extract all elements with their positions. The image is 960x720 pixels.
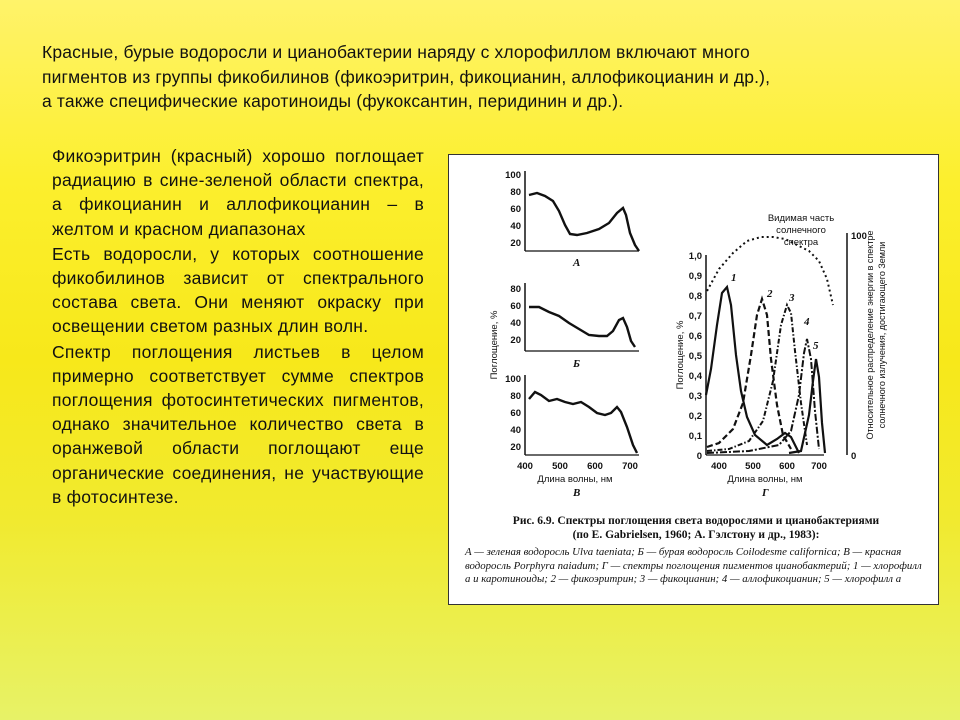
sun-label-1: Видимая часть <box>767 213 835 224</box>
sun-label-2: солнечного <box>776 225 826 236</box>
intro-line-2: пигментов из группы фикобилинов (фикоэритрин, фикоцианин, аллофикоцианин и др.), <box>42 66 771 87</box>
svg-text:0,2: 0,2 <box>688 411 702 422</box>
tick-a-20: 20 <box>510 238 521 249</box>
tick-v-40: 40 <box>510 425 521 436</box>
panel-b <box>510 283 639 370</box>
curve-label-4: 4 <box>804 316 810 328</box>
right-xlabel: Длина волны, нм <box>727 474 803 485</box>
svg-text:0,3: 0,3 <box>688 391 702 402</box>
tick-b-60: 60 <box>510 301 521 312</box>
figure-absorption-spectra <box>448 154 939 605</box>
tick-b-20: 20 <box>510 335 521 346</box>
svg-text:0,7: 0,7 <box>688 311 702 322</box>
right-y2label-2: солнечного излучения, достигающего Земли <box>877 241 887 429</box>
right-ylabel: Поглощение, % <box>675 320 686 390</box>
tick-x-600: 600 <box>587 461 603 472</box>
paragraph-chromatic-adaptation: Есть водоросли, у которых соотношение фикобилинов зависит от спектрального состава света. Они меняют окраску при освещении светом разных длин волн. <box>52 243 424 337</box>
svg-text:500: 500 <box>745 461 761 472</box>
tick-x-400: 400 <box>517 461 533 472</box>
tick-a-80: 80 <box>510 187 521 198</box>
curve-label-5: 5 <box>813 340 819 352</box>
svg-text:1,0: 1,0 <box>688 251 702 262</box>
svg-text:0,1: 0,1 <box>688 431 702 442</box>
svg-text:0: 0 <box>696 451 702 462</box>
intro-text <box>42 40 922 114</box>
tick-v-20: 20 <box>510 442 521 453</box>
intro-line-1: Красные, бурые водоросли и цианобактерии наряду с хлорофиллом включают много <box>42 42 750 62</box>
curve-2-phycoerythrin <box>707 299 791 449</box>
caption-subtitle: (по E. Gabrielsen, 1960; А. Гэлстону и др., 1983): <box>572 528 820 541</box>
panel-g <box>675 213 887 499</box>
tick-x-700: 700 <box>622 461 638 472</box>
sun-label-3: спектра <box>783 237 819 248</box>
tick-b-80: 80 <box>510 284 521 295</box>
panel-v <box>505 374 639 499</box>
panel-label-a: А <box>573 257 581 269</box>
paragraph-phycoerythrin: Фикоэритрин (красный) хорошо поглощает радиацию в сине-зеленой области спектра, а фикоцианин и аллофикоцианин – в желтом и красном диапазонах <box>52 146 424 239</box>
svg-text:600: 600 <box>779 461 795 472</box>
panel-a <box>505 170 639 269</box>
paragraph-leaf-absorption: Спектр поглощения листьев в целом примерно соответствует сумме спектров поглощения фотосинтетических пигментов, однако значительное количество света в оранжевой области поглощают еще органические соединения, не участвующие в фотосинтезе. <box>52 341 424 507</box>
curve-coilodesme <box>529 307 635 347</box>
curve-ulva <box>529 193 639 251</box>
caption-legend: А — зеленая водоросль Ulva taeniata; Б — бурая водоросль Coilodesme californica; В — красная водоросль Porphyra naiadum; Г — спектры поглощения пигментов цианобактерий; 1 — хлорофилл а и каротиноиды; 2 — фикоэритрин; 3 — фикоцианин; 4 — аллофикоцианин; 5 — хлорофилл а <box>465 546 922 586</box>
tick-x-500: 500 <box>552 461 568 472</box>
svg-text:0,4: 0,4 <box>688 371 702 382</box>
caption-title: Рис. 6.9. Спектры поглощения света водорослями и цианобактериями <box>512 515 880 527</box>
svg-text:700: 700 <box>811 461 827 472</box>
curve-label-2: 2 <box>767 288 773 300</box>
body-text <box>52 144 424 510</box>
panel-label-b: Б <box>573 358 580 370</box>
left-xlabel: Длина волны, нм <box>537 474 613 485</box>
tick-g-y2-0: 0 <box>851 451 857 462</box>
curve-label-3: 3 <box>789 292 795 304</box>
intro-line-3: а также специфические каротиноиды (фукоксантин, перидинин и др.). <box>42 91 624 111</box>
spectra-chart <box>449 155 938 515</box>
svg-text:0,8: 0,8 <box>688 291 702 302</box>
tick-b-40: 40 <box>510 318 521 329</box>
tick-a-40: 40 <box>510 221 521 232</box>
tick-a-100: 100 <box>505 170 521 181</box>
curve-4-allophycocyanin <box>707 339 819 453</box>
tick-v-60: 60 <box>510 408 521 419</box>
tick-g-y2-100: 100 <box>851 231 867 242</box>
svg-text:0,6: 0,6 <box>688 331 702 342</box>
svg-text:400: 400 <box>711 461 727 472</box>
figure-caption <box>465 515 927 587</box>
tick-a-60: 60 <box>510 204 521 215</box>
right-y2label-1: Относительное распределение энергии в спектре <box>865 230 875 440</box>
panel-label-g: Г <box>762 487 769 499</box>
tick-v-80: 80 <box>510 391 521 402</box>
tick-v-100: 100 <box>505 374 521 385</box>
curve-porphyra <box>529 392 637 453</box>
panel-label-v: В <box>573 487 581 499</box>
svg-text:0,9: 0,9 <box>688 271 702 282</box>
svg-text:0,5: 0,5 <box>688 351 702 362</box>
curve-label-1: 1 <box>731 272 737 284</box>
left-ylabel: Поглощение, % <box>489 310 500 380</box>
